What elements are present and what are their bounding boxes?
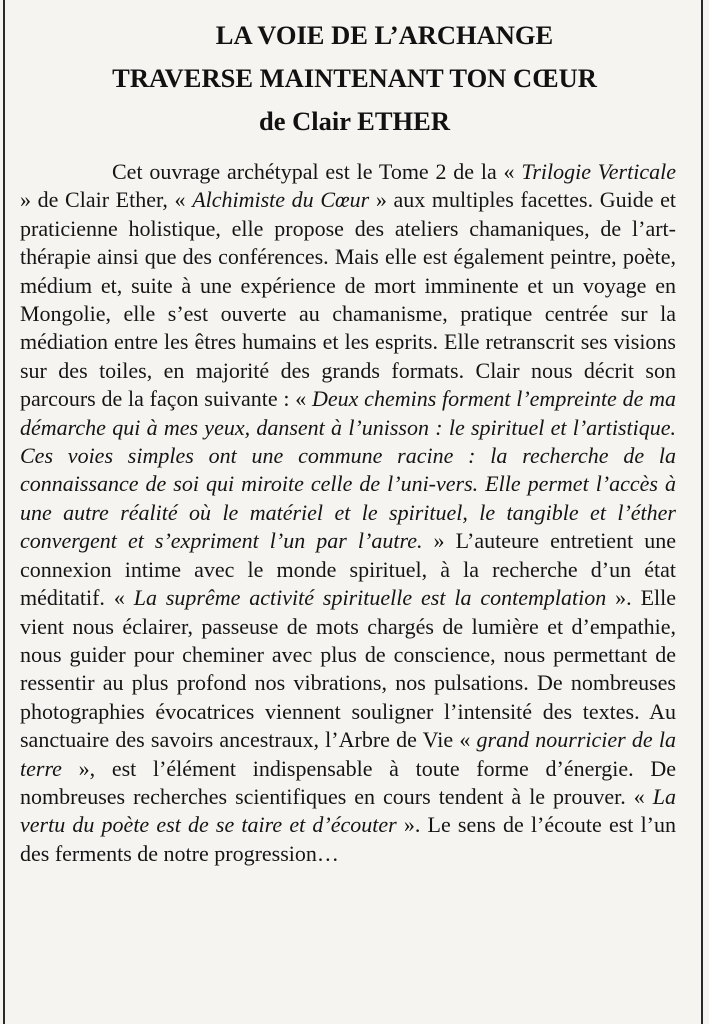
text-segment: ». Elle vient nous éclairer, passeuse de mots chargés de lumière et d’empathie, nous guider pour cheminer avec plus de conscience, nous permettant de ressentir au plus profond nos vibrations, nos pulsations. De nombreuses photographies évocatrices viennent souligner l’intensité des textes. Au sanctuaire des savoirs ancestraux, l’Arbre de Vie « [20, 585, 676, 753]
title-line-1: LA VOIE DE L’ARCHANGE [215, 20, 554, 50]
italic-quote: La suprême activité spirituelle est la contemplation [133, 585, 607, 611]
text-segment: » de Clair Ether, « [20, 187, 193, 213]
left-border-rule [3, 0, 5, 1024]
text-segment: » aux multiples facettes. Guide et praticienne holistique, elle propose des ateliers chamaniques, de l’art-thérapie ainsi que des conférences. Mais elle est également peintre, poète, médium et, suite à une expérience de mort imminente et un voyage en Mongolie, elle s’est ouverte au chamanisme, pratique centrée sur la médiation entre les êtres humains et les esprits. Elle retranscrit ses visions sur des toiles, en majorité des grands formats. Clair nous décrit son parcours de la façon suivante : « [20, 187, 676, 412]
italic-quote: grand nourricier de la terre [20, 727, 676, 781]
author-line: de Clair ETHER [259, 106, 450, 136]
right-border-rule [701, 0, 703, 1024]
text-segment: » L’auteure entretient une connexion intime avec le monde spirituel, à la recherche d’un état méditatif. « [20, 528, 677, 611]
text-segment: ». Le sens de l’écoute est l’un des ferments de notre progression… [20, 812, 677, 866]
italic-quote: La vertu du poète est de se taire et d’écouter [20, 783, 676, 838]
italic-quote: Deux chemins forment l’empreinte de ma démarche qui à mes yeux, dansent à l’unisson : le spirituel et l’artistique. Ces voies simples ont une commune racine : la recherche de la connaissance de soi qui miroite celle de l’uni-vers. Elle permet l’accès à une autre réalité où le matériel et le spirituel, le tangible et l’éther convergent et s’expriment l’un par l’autre. [20, 386, 676, 554]
italic-book-series: Trilogie Verticale [521, 159, 676, 184]
text-segment: Cet ouvrage archétypal est le Tome 2 de la « [112, 159, 522, 184]
italic-epithet: Alchimiste du Cœur [192, 187, 370, 213]
title-line-2: TRAVERSE MAINTENANT TON CŒUR [112, 63, 597, 93]
text-segment: », est l’élément indispensable à toute forme d’énergie. De nombreuses recherches scientifiques en cours tendent à le prouver. « [20, 755, 676, 809]
title-block [0, 14, 709, 143]
review-paragraph [20, 158, 676, 868]
